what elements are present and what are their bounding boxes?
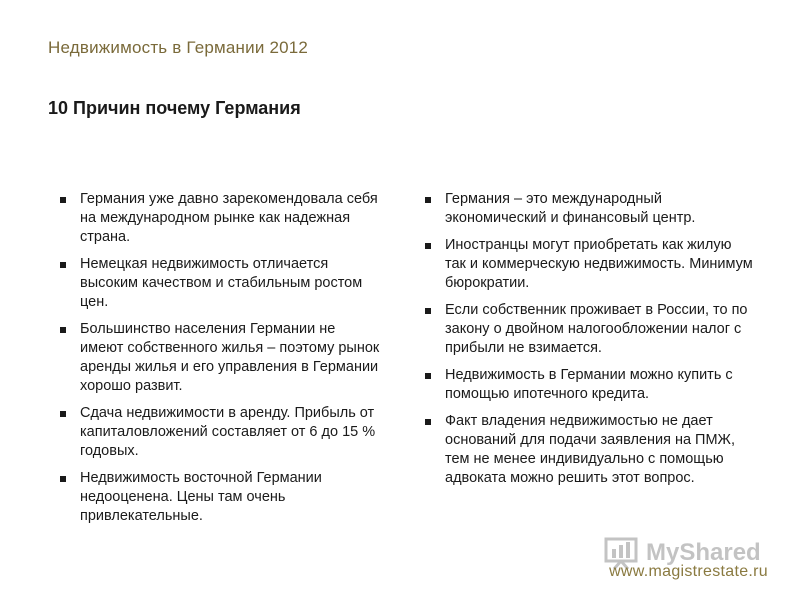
list-item-text: Если собственник проживает в России, то по закону о двойном налогообложении налог с прибыли не взимается. [445, 302, 748, 356]
list-item [58, 320, 380, 396]
list-item [423, 236, 753, 293]
square-bullet-icon [425, 197, 431, 203]
right-bullet-list [423, 190, 753, 496]
list-item-text: Сдача недвижимости в аренду. Прибыль от капиталовложений составляет от 6 до 15 % годовых. [80, 405, 376, 459]
square-bullet-icon [60, 327, 66, 333]
slide-heading: 10 Причин почему Германия [48, 98, 301, 118]
list-item-text: Германия уже давно зарекомендовала себя на международном рынке как надежная страна. [80, 191, 378, 245]
left-bullet-list [58, 190, 380, 534]
list-item [58, 469, 380, 526]
square-bullet-icon [425, 308, 431, 314]
square-bullet-icon [60, 197, 66, 203]
list-item [58, 404, 380, 461]
square-bullet-icon [425, 373, 431, 379]
list-item [58, 255, 380, 312]
square-bullet-icon [425, 243, 431, 249]
list-item [423, 412, 753, 488]
square-bullet-icon [60, 411, 66, 417]
slide-top-title: Недвижимость в Германии 2012 [48, 38, 309, 57]
square-bullet-icon [60, 262, 66, 268]
list-item-text: Факт владения недвижимостью не дает оснований для подачи заявления на ПМЖ, тем не менее индивидуально с помощью адвоката можно решить этот вопрос. [445, 413, 735, 486]
square-bullet-icon [425, 419, 431, 425]
square-bullet-icon [60, 476, 66, 482]
website-url[interactable]: www.magistrestate.ru [609, 563, 768, 580]
list-item [58, 190, 380, 247]
watermark-logo-text: MyShared [646, 539, 761, 566]
list-item-text: Германия – это международный экономический и финансовый центр. [445, 191, 696, 226]
list-item [423, 190, 753, 228]
list-item-text: Большинство населения Германии не имеют собственного жилья – поэтому рынок аренды жилья и его управления в Германии хорошо развит. [80, 321, 380, 394]
list-item-text: Немецкая недвижимость отличается высоким качеством и стабильным ростом цен. [80, 256, 363, 310]
list-item [423, 301, 753, 358]
list-item-text: Недвижимость в Германии можно купить с помощью ипотечного кредита. [445, 367, 733, 402]
list-item [423, 366, 753, 404]
list-item-text: Иностранцы могут приобретать как жилую так и коммерческую недвижимость. Минимум бюрократии. [445, 237, 753, 291]
list-item-text: Недвижимость восточной Германии недооценена. Цены там очень привлекательные. [80, 470, 322, 524]
